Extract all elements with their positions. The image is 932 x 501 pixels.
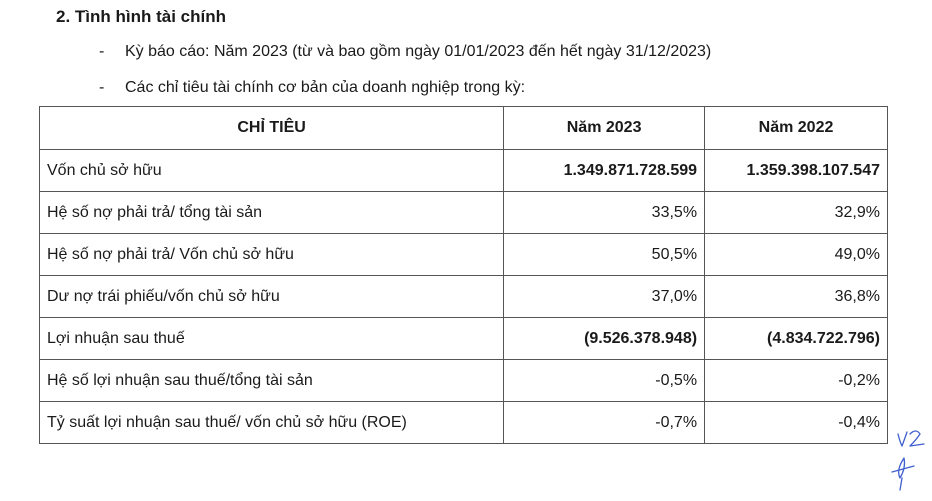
value-2022: -0,4% <box>705 402 888 444</box>
table-row <box>40 276 888 318</box>
table-row <box>40 192 888 234</box>
financial-table <box>39 106 888 444</box>
section-title: 2. Tình hình tài chính <box>56 7 226 26</box>
value-2022: -0,2% <box>705 360 888 402</box>
bullet-dash: - <box>99 79 105 96</box>
row-label: Lợi nhuận sau thuế <box>40 318 504 360</box>
value-2023: (9.526.378.948) <box>504 318 705 360</box>
value-2022: (4.834.722.796) <box>705 318 888 360</box>
row-label: Tỷ suất lợi nhuận sau thuế/ vốn chủ sở hữu (ROE) <box>40 402 504 444</box>
bullet-reporting-period <box>99 41 711 63</box>
value-2023: 50,5% <box>504 234 705 276</box>
signature-initials-icon <box>880 412 930 492</box>
table-row <box>40 402 888 444</box>
row-label: Vốn chủ sở hữu <box>40 150 504 192</box>
table-row <box>40 234 888 276</box>
row-label: Hệ số lợi nhuận sau thuế/tổng tài sản <box>40 360 504 402</box>
row-label: Hệ số nợ phải trả/ Vốn chủ sở hữu <box>40 234 504 276</box>
bullet-dash: - <box>99 43 105 60</box>
header-indicator: CHỈ TIÊU <box>40 107 504 150</box>
value-2022: 36,8% <box>705 276 888 318</box>
table-header-row <box>40 107 888 150</box>
table-row <box>40 150 888 192</box>
value-2022: 49,0% <box>705 234 888 276</box>
table-row <box>40 360 888 402</box>
row-label: Hệ số nợ phải trả/ tổng tài sản <box>40 192 504 234</box>
value-2022: 32,9% <box>705 192 888 234</box>
bullet-financial-indicators <box>99 77 525 99</box>
value-2023: -0,7% <box>504 402 705 444</box>
header-year-2023: Năm 2023 <box>504 107 705 150</box>
header-year-2022: Năm 2022 <box>705 107 888 150</box>
value-2023: 1.349.871.728.599 <box>504 150 705 192</box>
value-2023: 37,0% <box>504 276 705 318</box>
bullet-text: Các chỉ tiêu tài chính cơ bản của doanh nghiệp trong kỳ: <box>125 79 526 96</box>
value-2022: 1.359.398.107.547 <box>705 150 888 192</box>
value-2023: 33,5% <box>504 192 705 234</box>
table-row <box>40 318 888 360</box>
bullet-text: Kỳ báo cáo: Năm 2023 (từ và bao gồm ngày 01/01/2023 đến hết ngày 31/12/2023) <box>125 43 712 60</box>
row-label: Dư nợ trái phiếu/vốn chủ sở hữu <box>40 276 504 318</box>
value-2023: -0,5% <box>504 360 705 402</box>
